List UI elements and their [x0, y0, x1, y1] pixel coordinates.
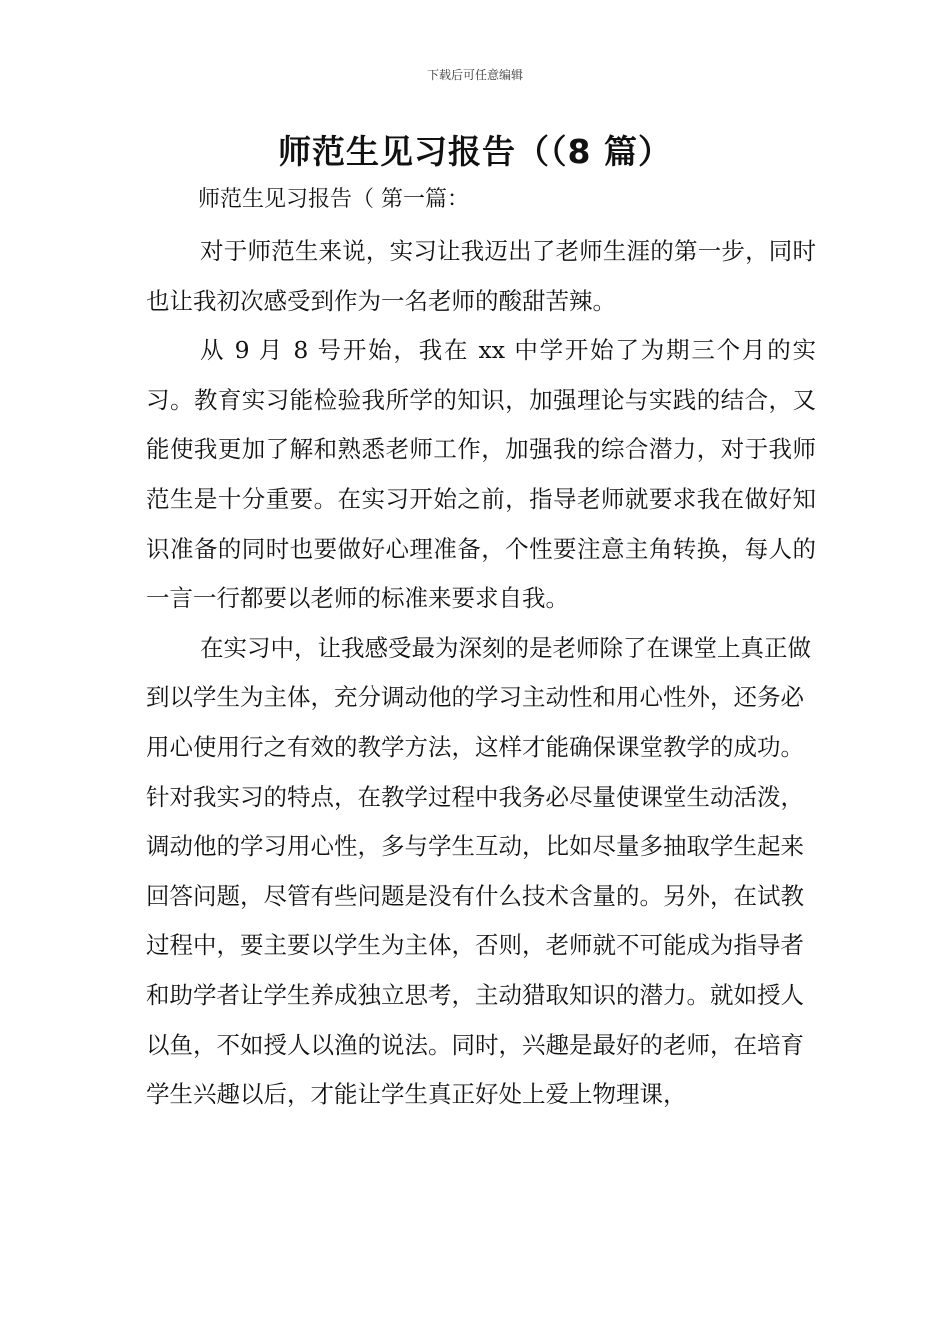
paragraph-3: 在实习中，让我感受最为深刻的是老师除了在课堂上真正做到以学生为主体，充分调动他的学习主动性和用心性外，还务必用心使用行之有效的教学方法，这样才能确保课堂教学的成功。针对我实习的特点，在教学过程中我务必尽量使课堂生动活泼，调动他的学习用心性，多与学生互动，比如尽量多抽取学生起来回答问题，尽管有些问题是没有什么技术含量的。另外，在试教过程中，要主要以学生为主体，否则，老师就不可能成为指导者和助学者让学生养成独立思考，主动猎取知识的潜力。就如授人以鱼，不如授人以渔的说法。同时，兴趣是最好的老师，在培育学生兴趣以后，才能让学生真正好处上爱上物理课，: [146, 633, 812, 1109]
paragraph-1: 对于师范生来说，实习让我迈出了老师生涯的第一步，同时也让我初次感受到作为一名老师的酸甜苦辣。: [146, 237, 816, 315]
section-heading: 师范生见习报告（ 第一篇：: [198, 187, 469, 212]
header-note: 下载后可任意编辑: [426, 68, 523, 82]
paragraph-2: 从 9 月 8 号开始，我在 xx 中学开始了为期三个月的实习。教育实习能检验我所学的知识，加强理论与实践的结合，又能使我更加了解和熟悉老师工作，加强我的综合潜力，对于我师范生是十分重要。在实习开始之前，指导老师就要求我在做好知识准备的同时也要做好心理准备，个性要注意主角转换，每人的一言一行都要以老师的标准来要求自我。: [146, 336, 816, 613]
document-body: [146, 227, 816, 1120]
document-title: 师范生见习报告（（8 篇）: [278, 132, 672, 171]
